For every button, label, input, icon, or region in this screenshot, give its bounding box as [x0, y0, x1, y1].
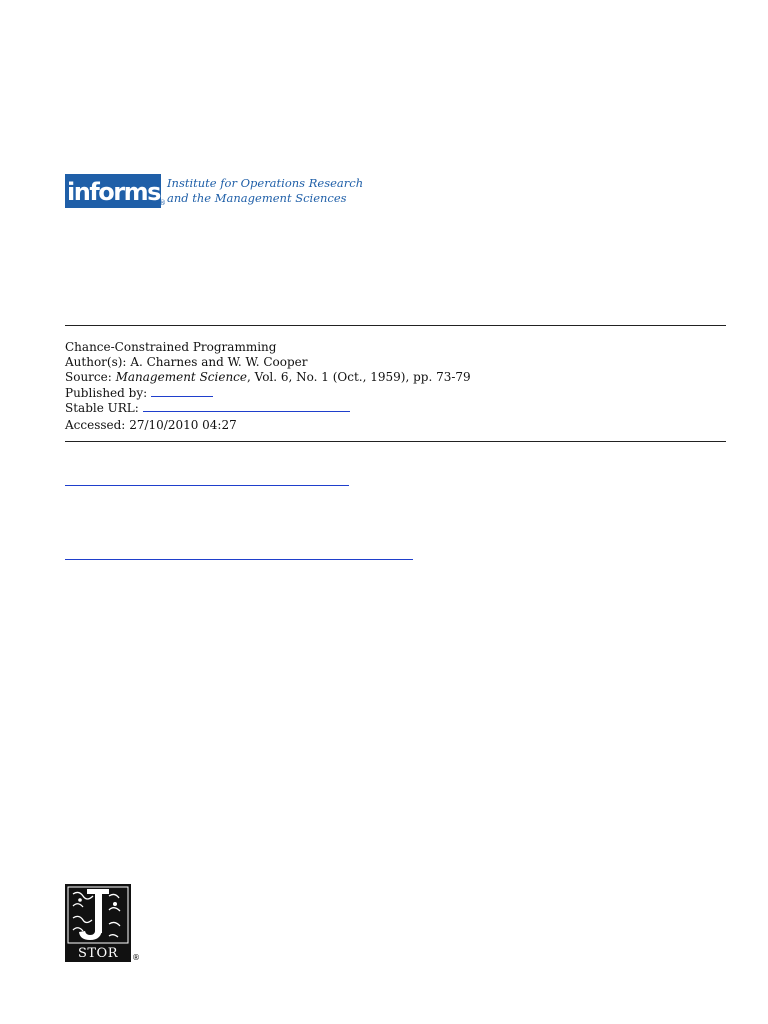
informs-logo	[65, 171, 365, 211]
publisher-link[interactable]	[151, 385, 213, 397]
publisher-info-link[interactable]	[65, 559, 413, 560]
article-title: Chance-Constrained Programming	[65, 340, 277, 354]
source-label: Source:	[65, 370, 112, 384]
authors-value: A. Charnes and W. W. Cooper	[130, 355, 308, 369]
accessed-line	[65, 418, 726, 433]
published-by-line	[65, 385, 726, 400]
bottom-divider	[65, 441, 726, 442]
citation-block	[65, 340, 726, 433]
stable-url-label: Stable URL:	[65, 401, 139, 415]
informs-registered-mark: ®	[159, 199, 166, 207]
top-divider	[65, 325, 726, 326]
accessed-value: 27/10/2010 04:27	[129, 418, 237, 432]
stable-url-link[interactable]	[143, 400, 350, 412]
published-by-label: Published by:	[65, 386, 148, 400]
informs-wordmark-box	[65, 174, 161, 208]
informs-tagline-line2: and the Management Sciences	[167, 191, 347, 205]
jstor-j-emblem-icon	[65, 884, 131, 946]
journal-name: Management Science	[115, 370, 247, 384]
informs-tagline	[167, 176, 363, 206]
terms-of-use-link[interactable]	[65, 485, 349, 486]
jstor-wordmark: STOR	[65, 946, 131, 962]
stable-url-line	[65, 400, 726, 415]
jstor-registered-mark: ®	[132, 953, 140, 962]
accessed-label: Accessed:	[65, 418, 126, 432]
informs-wordmark: informs	[67, 178, 160, 206]
journal-citation: , Vol. 6, No. 1 (Oct., 1959), pp. 73-79	[247, 370, 471, 384]
informs-tagline-line1: Institute for Operations Research	[167, 176, 364, 190]
authors-label: Author(s):	[65, 355, 127, 369]
source-line	[65, 370, 726, 385]
jstor-logo	[65, 884, 140, 964]
authors-line	[65, 355, 726, 370]
